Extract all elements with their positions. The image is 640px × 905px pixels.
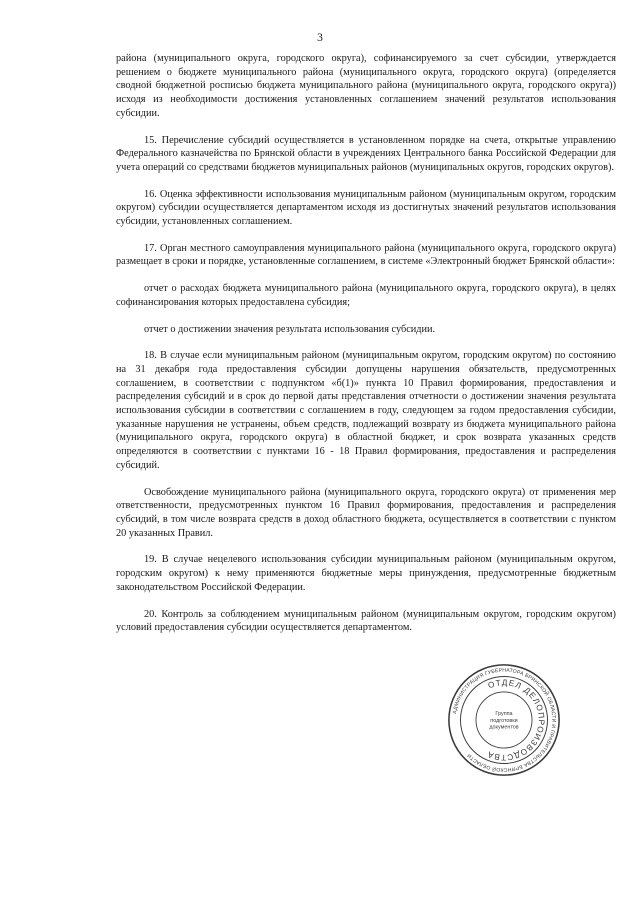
paragraph-17-item-1: отчет о расходах бюджета муниципального района (муниципального округа, городского округа), в целях софинансирования которых предоставлена субсидия;	[116, 283, 616, 308]
paragraph-continuation: района (муниципального округа, городского округа), софинансируемого за счет субсидии, утверждается решением о бюджете муниципального района (муниципального округа, городского округа) (определяется сводной бюджетной росписью бюджета муниципального района (муниципального округа, городского округа)) исходя из необходимости достижения установленных соглашением значений результатов использования субсидии.	[116, 53, 616, 119]
paragraph-18-exemption: Освобождение муниципального района (муниципального округа, городского округа) от применения мер ответственности, предусмотренных пунктом 16 Правил формирования, предоставления и распределения субсидий, в том числе возврата средств в доход областного бюджета, осуществляется в соответствии с пунктом 20 указанных Правил.	[116, 486, 616, 539]
document-body	[116, 52, 616, 648]
stamp-seal-lettering	[449, 665, 559, 775]
paragraph-16: 16. Оценка эффективности использования муниципальным районом (муниципальным округом, городским округом) субсидии осуществляется департаментом исходя из достигнутых значений результатов использования субсидии, установленных соглашением.	[116, 188, 616, 228]
paragraph-20: 20. Контроль за соблюдением муниципальным районом (муниципальным округом, городским округом) условий предоставления субсидии осуществляется департаментом.	[116, 608, 616, 634]
page-number: 3	[317, 32, 323, 44]
paragraph-19: 19. В случае нецелевого использования субсидии муниципальным районом (муниципальным округом, городским округом) к нему применяются бюджетные меры принуждения, предусмотренные бюджетным законодательством Российской Федерации.	[116, 554, 616, 593]
svg-text:документов: документов	[489, 724, 519, 731]
official-stamp	[446, 662, 562, 778]
svg-text:АДМИНИСТРАЦИЯ ГУБЕРНАТОРА БРЯН: АДМИНИСТРАЦИЯ ГУБЕРНАТОРА БРЯНСКОЙ ОБЛАСТИ И ПРАВИТЕЛЬСТВА БРЯНСКОЙ ОБЛАСТИ	[452, 667, 557, 773]
svg-text:подготовки: подготовки	[490, 717, 518, 724]
paragraph-17: 17. Орган местного самоуправления муниципального района (муниципального округа, городского округа) размещает в сроки и порядке, установленные соглашением, в системе «Электронный бюджет Брянской области»:	[116, 242, 616, 268]
paragraph-17-item-2: отчет о достижении значения результата использования субсидии.	[144, 323, 436, 335]
paragraph-15: 15. Перечисление субсидий осуществляется в установленном порядке на счета, открытые управлению Федерального казначейства по Брянской области в учреждениях Центрального банка Российской Федерации для учета операций со средствами бюджетов муниципальных районов (муниципальных округов, городских округов).	[116, 134, 616, 173]
svg-text:Группа: Группа	[495, 711, 513, 718]
paragraph-18: 18. В случае если муниципальным районом (муниципальным округом, городским округом) по состоянию на 31 декабря года предоставления субсидии допущены нарушения обязательств, предусмотренных соглашением, в соответствии с подпунктом «б(1)» пункта 10 Правил формирования, предоставления и распределения субсидий и в срок до первой даты представления отчетности о достижении значения результата использования субсидии в соответствии с соглашением в году, следующем за годом предоставления субсидии, указанные нарушения не устранены, объем средств, подлежащий возврату из бюджета муниципального района (муниципального округа, городского округа) в областной бюджет, и срок возврата указанных средств определяются в соответствии с пунктами 16 - 18 Правил формирования, предоставления и распределения субсидий.	[116, 350, 616, 471]
svg-text:ОТДЕЛ ДЕЛОПРОИЗВОДСТВА: ОТДЕЛ ДЕЛОПРОИЗВОДСТВА	[485, 678, 546, 762]
